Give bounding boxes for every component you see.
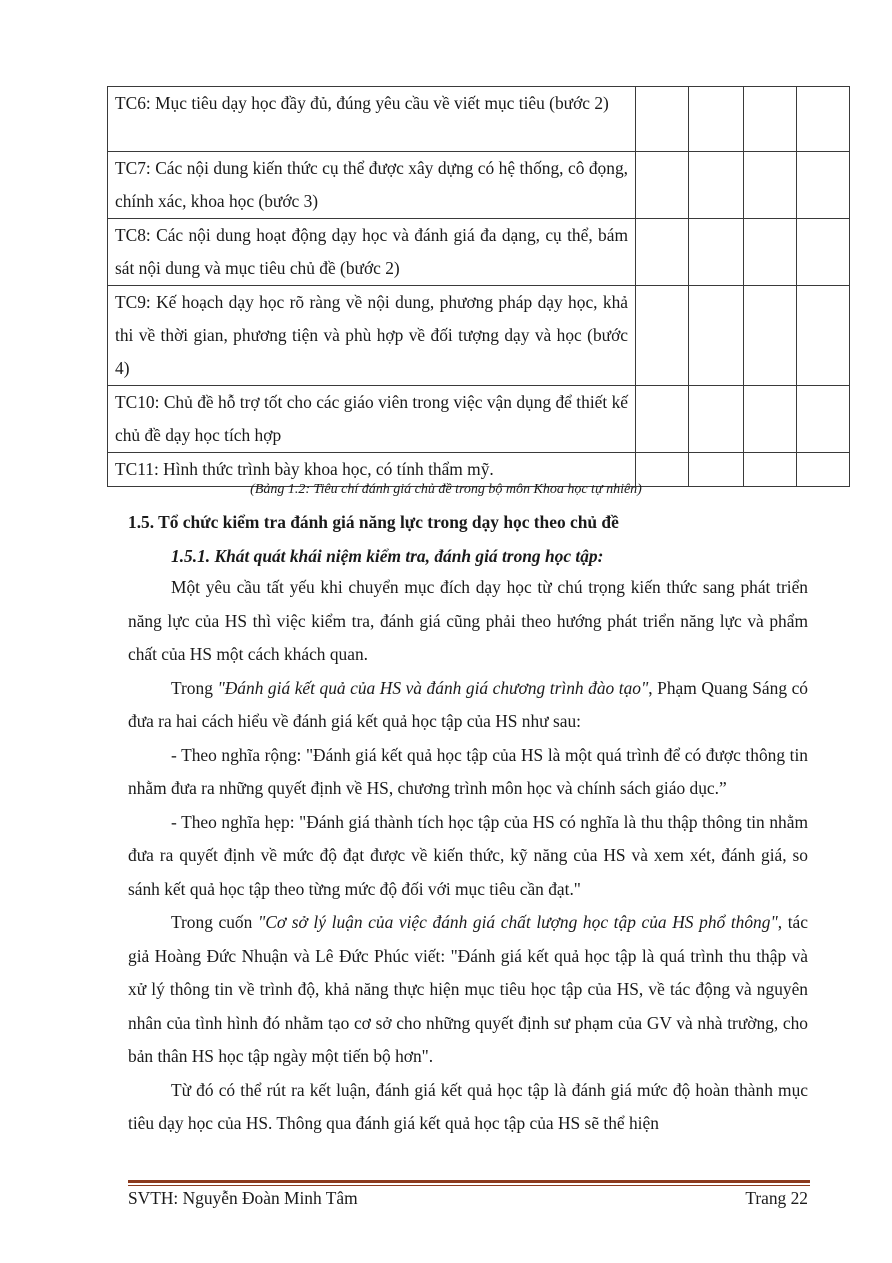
rating-cell — [636, 219, 689, 286]
rating-cell — [797, 152, 850, 219]
rating-cell — [744, 286, 797, 386]
rating-cell — [636, 87, 689, 152]
paragraph: Một yêu cầu tất yếu khi chuyển mục đích dạy học từ chú trọng kiến thức sang phát triển năng lực của HS thì việc kiểm tra, đánh giá cũng phải theo hướng phát triển năng lực và phẩm chất của HS một cách khách quan. — [128, 577, 808, 664]
rating-cell — [797, 219, 850, 286]
table-row — [108, 286, 850, 386]
rating-cell — [689, 152, 744, 219]
rating-cell — [636, 386, 689, 453]
rating-cell — [689, 386, 744, 453]
citation-title: "Cơ sở lý luận của việc đánh giá chất lượng học tập của HS phổ thông" — [257, 912, 778, 932]
rating-cell — [689, 219, 744, 286]
subsection-heading: 1.5.1. Khát quát khái niệm kiểm tra, đánh giá trong học tập: — [171, 546, 604, 566]
table-row — [108, 87, 850, 152]
criteria-cell: TC7: Các nội dung kiến thức cụ thể được xây dựng có hệ thống, cô đọng, chính xác, khoa học (bước 3) — [108, 152, 636, 219]
paragraph — [128, 672, 808, 739]
paragraph: - Theo nghĩa hẹp: "Đánh giá thành tích học tập của HS có nghĩa là thu thập thông tin nhằm đưa ra quyết định về mức độ đạt được về kiến thức, kỹ năng của HS và xem xét, đánh giá, so sánh kết quả học tập theo từng mức độ đối với mục tiêu cần đạt." — [128, 811, 808, 899]
body-text — [128, 571, 808, 1141]
rating-cell — [797, 386, 850, 453]
table-row — [108, 152, 850, 219]
table-row — [108, 219, 850, 286]
paragraph: - Theo nghĩa rộng: "Đánh giá kết quả học tập của HS là một quá trình để có được thông tin nhằm đưa ra những quyết định về HS, chương trình môn học và chính sách giáo dục.” — [128, 744, 808, 798]
paragraph-text: , Phạm Quang Sáng có đưa ra hai cách hiểu về đánh giá kết quả học tập của HS như sau: — [128, 677, 808, 731]
paragraph-text: , tác giả Hoàng Đức Nhuận và Lê Đức Phúc viết: "Đánh giá kết quả học tập là quá trình thu thập và xử lý thông tin về trình độ, khả năng thực hiện mục tiêu học tập của HS, về tác động và nguyên nhân của tình hình đó nhằm tạo cơ sở cho những quyết định sư phạm của GV và nhà trường, cho bản thân HS học tập ngày một tiến bộ hơn". — [128, 912, 808, 1066]
rating-cell — [636, 286, 689, 386]
footer-page-number: Trang 22 — [745, 1188, 808, 1208]
criteria-table — [107, 86, 850, 487]
criteria-cell: TC8: Các nội dung hoạt động dạy học và đánh giá đa dạng, cụ thể, bám sát nội dung và mục tiêu chủ đề (bước 2) — [108, 219, 636, 286]
table-caption: (Bảng 1.2: Tiêu chí đánh giá chủ đề trong bộ môn Khoa học tự nhiên) — [250, 482, 642, 497]
citation-title: "Đánh giá kết quả của HS và đánh giá chương trình đào tạo" — [217, 677, 649, 698]
paragraph — [128, 906, 808, 1074]
criteria-cell: TC11: Hình thức trình bày khoa học, có tính thẩm mỹ. — [108, 453, 636, 487]
paragraph: Từ đó có thể rút ra kết luận, đánh giá kết quả học tập là đánh giá mức độ hoàn thành mục tiêu dạy học của HS. Thông qua đánh giá kết quả học tập của HS sẽ thể hiện — [128, 1079, 808, 1133]
table-row — [108, 386, 850, 453]
rating-cell — [689, 87, 744, 152]
rating-cell — [744, 87, 797, 152]
rating-cell — [797, 286, 850, 386]
criteria-cell: TC9: Kế hoạch dạy học rõ ràng về nội dung, phương pháp dạy học, khả thi về thời gian, phương tiện và phù hợp về đối tượng dạy và học (bước 4) — [108, 286, 636, 386]
rating-cell — [797, 87, 850, 152]
footer-rule — [128, 1180, 810, 1183]
criteria-cell: TC6: Mục tiêu dạy học đầy đủ, đúng yêu cầu về viết mục tiêu (bước 2) — [108, 87, 636, 152]
footer-author: SVTH: Nguyễn Đoàn Minh Tâm — [128, 1188, 358, 1208]
rating-cell — [636, 152, 689, 219]
paragraph-text: Trong cuốn — [171, 912, 258, 932]
rating-cell — [744, 386, 797, 453]
rating-cell — [744, 152, 797, 219]
section-heading: 1.5. Tổ chức kiểm tra đánh giá năng lực trong dạy học theo chủ đề — [128, 512, 619, 532]
rating-cell — [744, 219, 797, 286]
criteria-cell: TC10: Chủ đề hỗ trợ tốt cho các giáo viên trong việc vận dụng để thiết kế chủ đề dạy học tích hợp — [108, 386, 636, 453]
rating-cell — [689, 286, 744, 386]
paragraph-text: Trong — [171, 677, 218, 698]
